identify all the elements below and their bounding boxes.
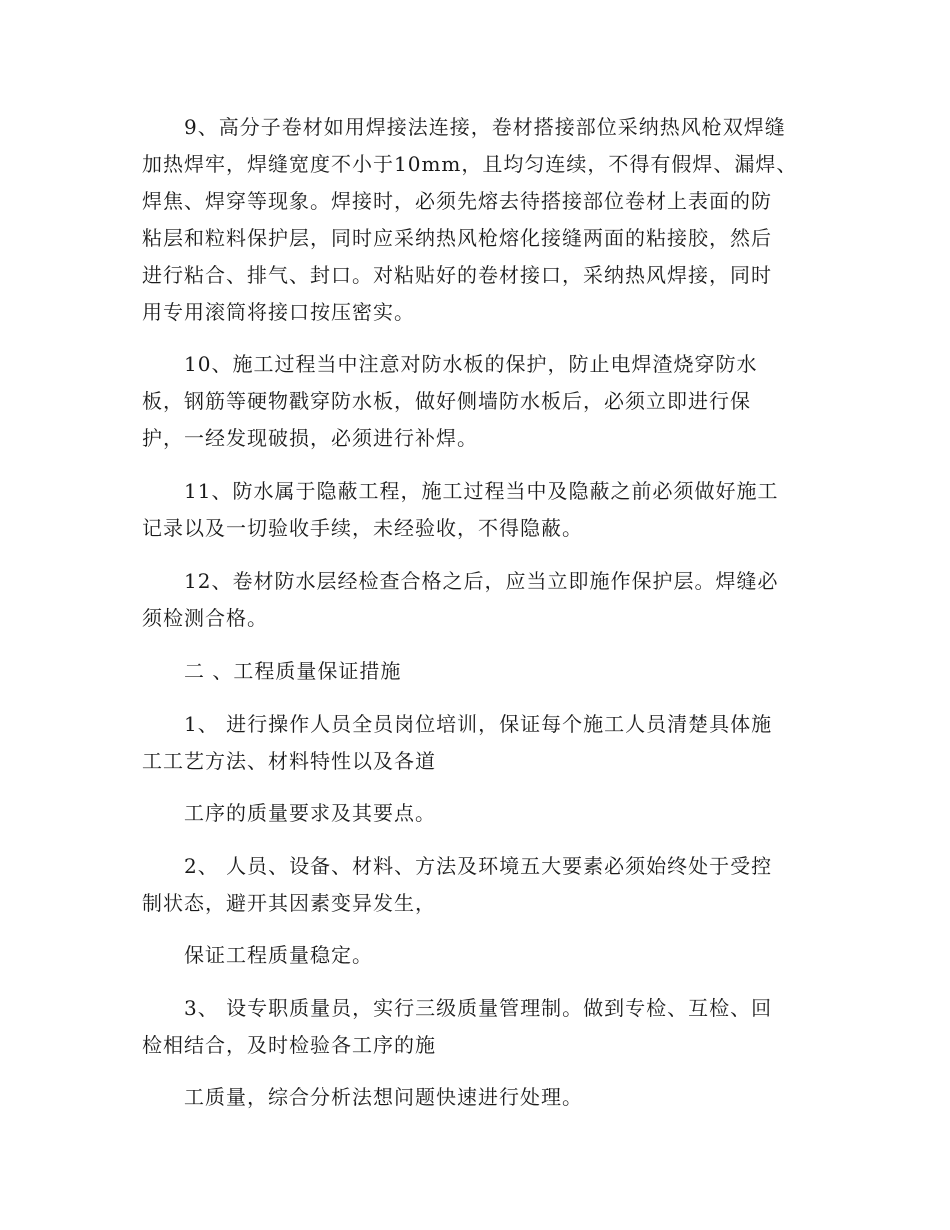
quality-item-3-line-2: 检相结合，及时检验各工序的施 — [142, 1033, 436, 1057]
quality-item-3-line-1: 3、 设专职质量员，实行三级质量管理制。做到专检、互检、回 — [184, 996, 773, 1020]
quality-item-1-line-2: 工工艺方法、材料特性以及各道 — [142, 749, 436, 773]
paragraph-9-line-6: 用专用滚筒将接口按压密实。 — [142, 300, 415, 324]
paragraph-9-line-2: 加热焊牢，焊缝宽度不小于10mm，且均匀连续，不得有假焊、漏焊、 — [142, 152, 798, 176]
quality-item-2-continuation: 保证工程质量稳定。 — [184, 943, 373, 967]
paragraph-12-line-2: 须检测合格。 — [142, 606, 268, 630]
section-heading-quality-measures: 二 、工程质量保证措施 — [184, 659, 402, 683]
quality-item-2-line-1: 2、 人员、设备、材料、方法及环境五大要素必须始终处于受控 — [184, 854, 773, 878]
paragraph-10-line-2: 板，钢筋等硬物戳穿防水板，做好侧墙防水板后，必须立即进行保 — [142, 389, 751, 413]
quality-item-1-continuation: 工序的质量要求及其要点。 — [184, 801, 436, 825]
quality-item-3-continuation: 工质量，综合分析法想问题快速进行处理。 — [184, 1085, 583, 1109]
paragraph-10-line-3: 护，一经发现破损，必须进行补焊。 — [142, 426, 478, 450]
paragraph-11-line-1: 11、防水属于隐蔽工程，施工过程当中及隐蔽之前必须做好施工 — [184, 479, 779, 503]
quality-item-1-line-1: 1、 进行操作人员全员岗位培训，保证每个施工人员清楚具体施 — [184, 712, 773, 736]
quality-item-2-line-2: 制状态，避开其因素变异发生， — [142, 891, 436, 915]
paragraph-9-line-1: 9、高分子卷材如用焊接法连接，卷材搭接部位采纳热风枪双焊缝 — [184, 115, 786, 139]
paragraph-12-line-1: 12、卷材防水层经检查合格之后，应当立即施作保护层。焊缝必 — [184, 569, 779, 593]
paragraph-9-line-5: 进行粘合、排气、封口。对粘贴好的卷材接口，采纳热风焊接，同时 — [142, 263, 772, 287]
paragraph-9-line-3: 焊焦、焊穿等现象。焊接时，必须先熔去待搭接部位卷材上表面的防 — [142, 189, 772, 213]
paragraph-10-line-1: 10、施工过程当中注意对防水板的保护，防止电焊渣烧穿防水 — [184, 352, 758, 376]
paragraph-9-line-4: 粘层和粒料保护层，同时应采纳热风枪熔化接缝两面的粘接胶，然后 — [142, 226, 772, 250]
paragraph-11-line-2: 记录以及一切验收手续，未经验收，不得隐蔽。 — [142, 516, 583, 540]
